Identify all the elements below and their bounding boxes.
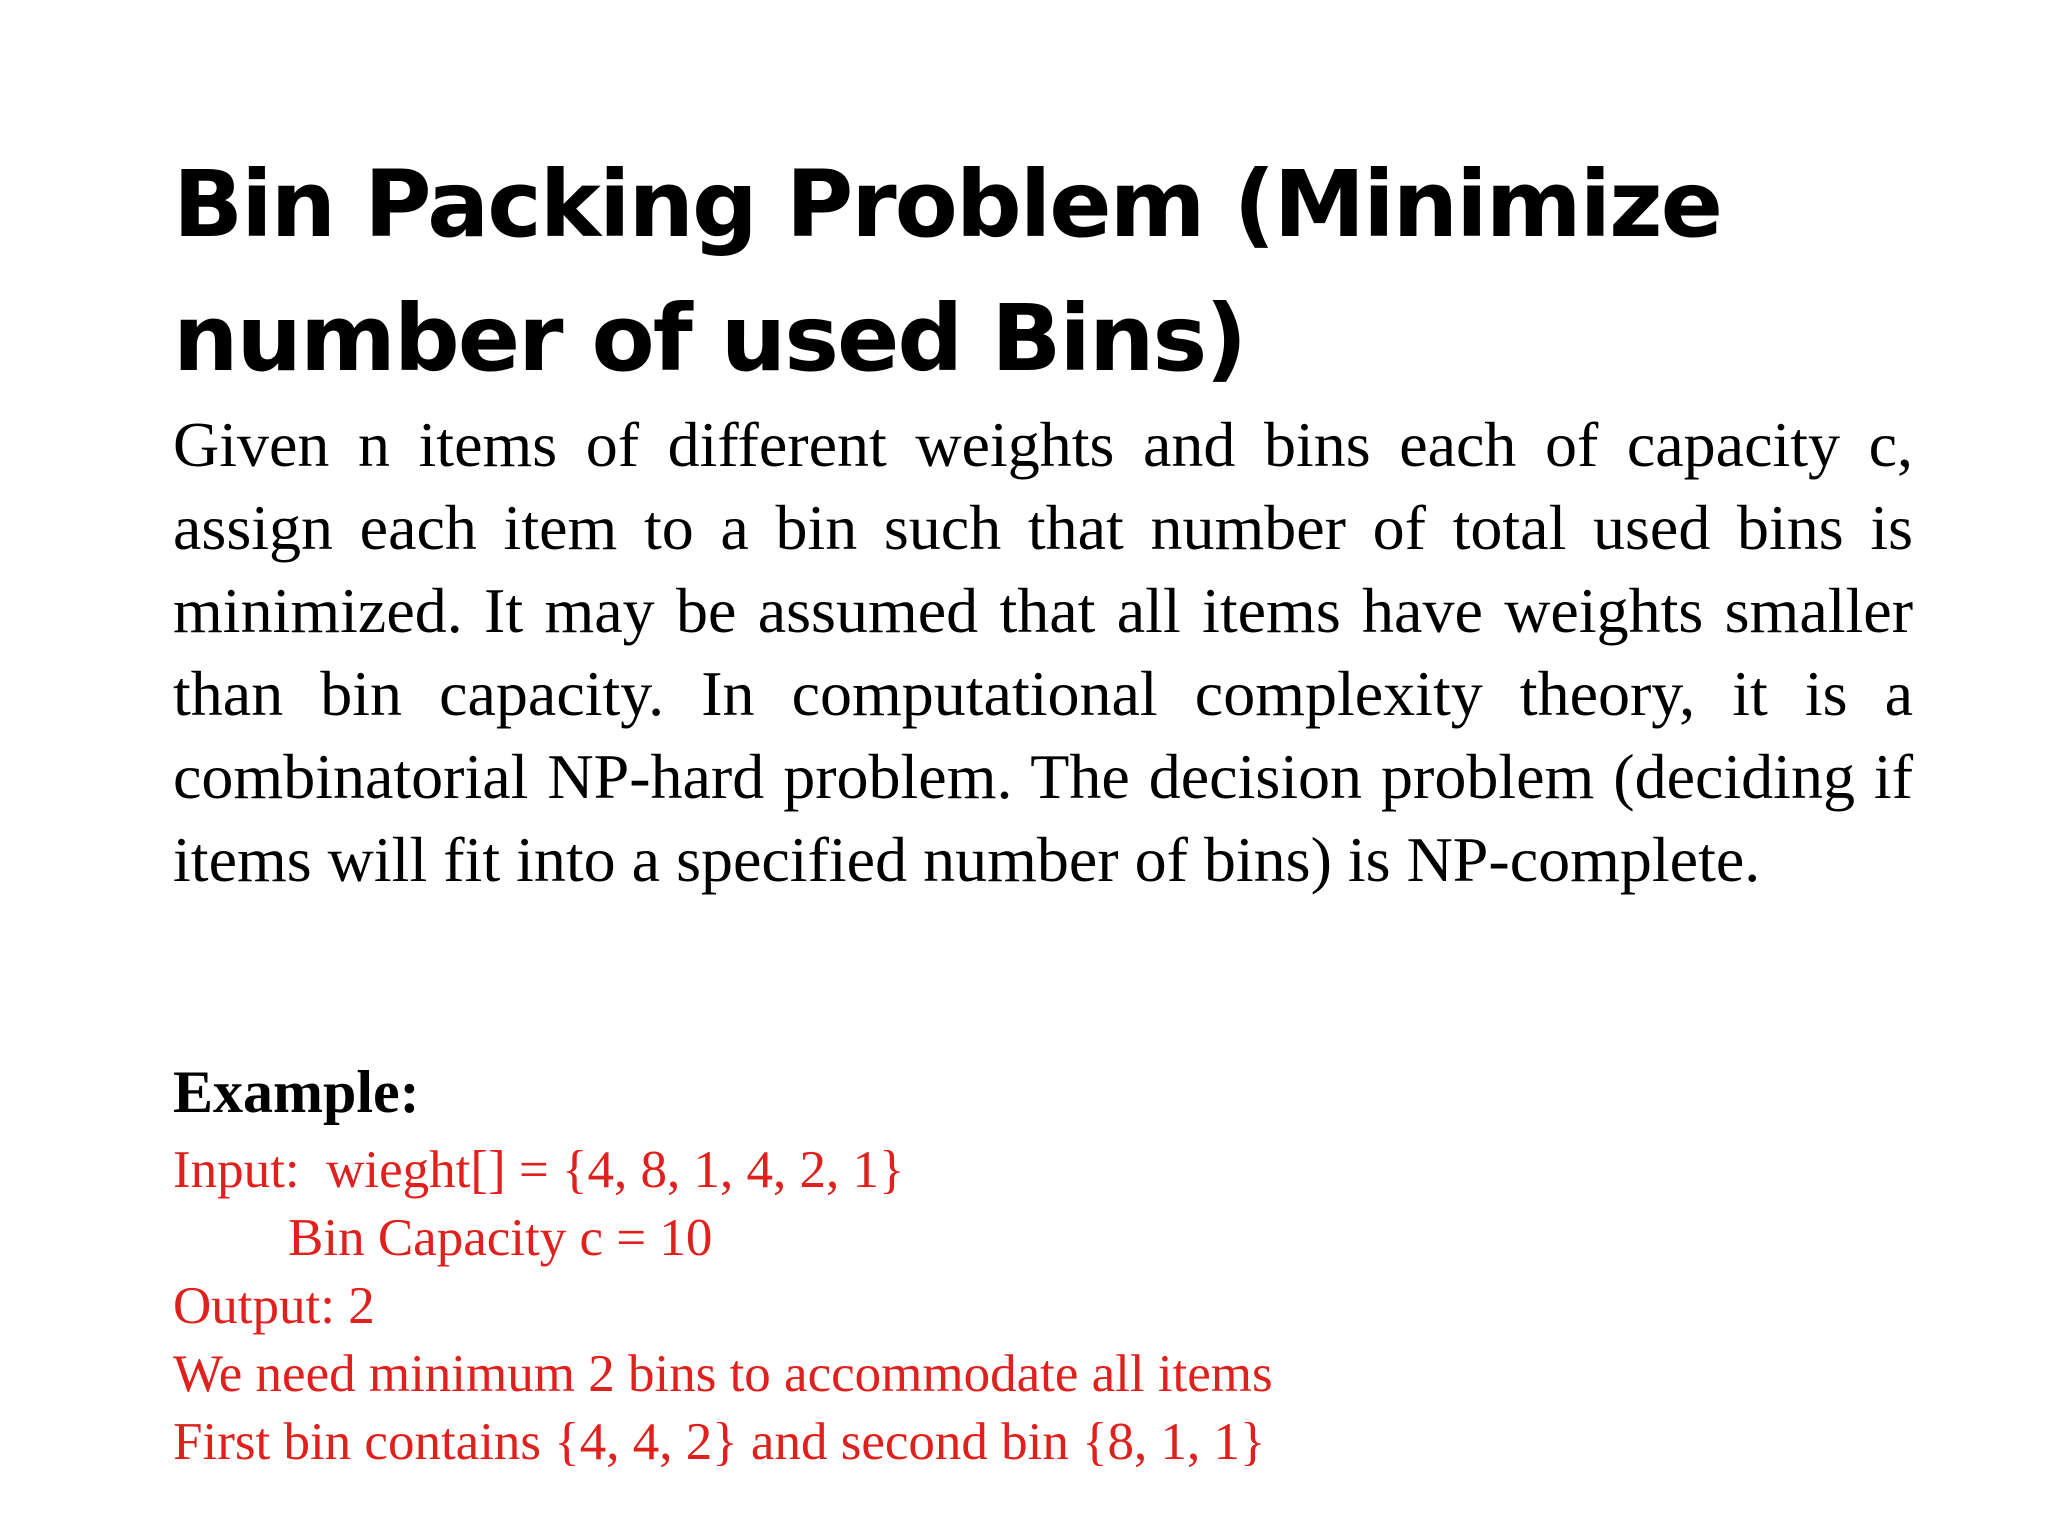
slide-title: Bin Packing Problem (Minimize number of used Bins) <box>173 151 1722 392</box>
problem-description: Given n items of different weights and bins each of capacity c, assign each item to a bin such that number of total used bins is minimized. It may be assumed that all items have weights smaller than bin capacity. In computational complexity theory, it is a combinatorial NP-hard problem. The decision problem (deciding if items will fit into a specified number of bins) is NP-complete. <box>173 409 1913 895</box>
example-explanation-line: We need minimum 2 bins to accommodate all items <box>173 1345 1273 1403</box>
example-contents-line: First bin contains {4, 4, 2} and second bin {8, 1, 1} <box>173 1413 1266 1471</box>
example-input-line: Input: wieght[] = {4, 8, 1, 4, 2, 1} <box>173 1141 905 1199</box>
example-heading: Example: <box>173 1059 420 1125</box>
example-output-line: Output: 2 <box>173 1277 375 1335</box>
example-capacity-line: Bin Capacity c = 10 <box>288 1209 713 1267</box>
